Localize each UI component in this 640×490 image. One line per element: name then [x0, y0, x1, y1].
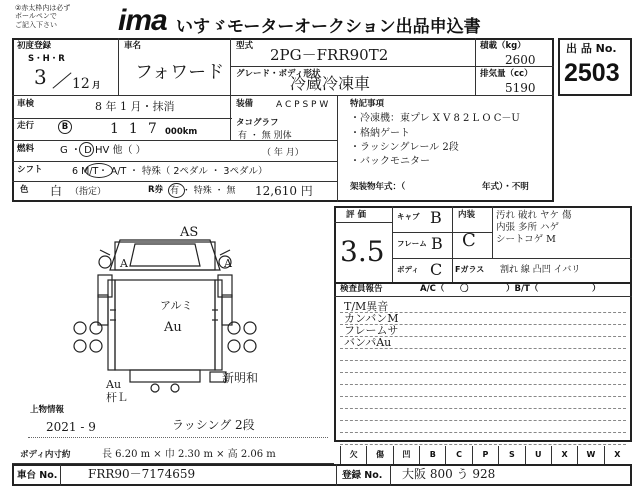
damage-key-cell: U: [525, 446, 551, 464]
inspector-note: バンパAu: [344, 336, 392, 349]
fuel-label: 燃料: [17, 144, 35, 154]
color-label: 色: [20, 185, 29, 195]
fuel-options: G ・ D HV 他（ ）: [60, 145, 146, 156]
body-label: ボディ: [397, 265, 419, 274]
glass-value: 割れ 線 凸凹 イバリ: [500, 265, 581, 275]
model-label: 型式: [236, 41, 254, 51]
inspector-note-line: [340, 408, 626, 409]
bt-label: ）B/T（: [506, 284, 539, 294]
color-options: （指定）: [70, 187, 107, 197]
damage-key-cell: W: [577, 446, 603, 464]
inspector-note: T/M異音: [344, 300, 389, 313]
frame-label: フレーム: [397, 239, 427, 248]
damage-key-cell: P: [472, 446, 498, 464]
interior-value: C: [462, 230, 476, 251]
inspector-note-line: [340, 396, 626, 397]
first-reg-month: 12: [72, 76, 90, 92]
grade-label: グレード・ボディ形状: [236, 69, 321, 79]
recycle-options: 有 ・ 特殊 ・ 無: [170, 186, 236, 196]
ima-logo: ima: [118, 4, 167, 37]
body-dims-value: 長 6.20 m × 巾 2.30 m × 高 2.06 m: [102, 449, 276, 460]
inspector-note-line: [340, 360, 626, 361]
entry-number: 2503: [564, 59, 620, 87]
mount-label: 上物情報: [30, 405, 65, 415]
displacement-label: 排気量（cc）: [480, 69, 533, 79]
equip-year-label: 架装物年式：（: [350, 182, 406, 192]
inspector-note: フレームサ: [344, 324, 399, 337]
shift-value: 6 M/T・ A/T ・ 特殊（ 2ペダル ・ 3ペダル）: [72, 166, 268, 177]
inspector-note-line: [340, 432, 626, 433]
first-reg-year: 3: [34, 65, 47, 89]
inspector-label: 検査員報告: [340, 284, 383, 294]
grade-value: 冷蔵冷凍車: [290, 74, 371, 93]
mt-selected-circle: [85, 163, 113, 178]
chassis-value: FRR90－7174659: [88, 467, 196, 481]
diagram-top-tag: AS: [180, 225, 199, 240]
shift-label: シフト: [17, 165, 43, 175]
ballpen-note: ②赤太枠内は必ず ボールペンで ご記入下さい: [15, 4, 71, 29]
diagram-center: Au: [164, 320, 182, 335]
inspector-note-line: [340, 384, 626, 385]
diagram-left-tag: A: [120, 257, 128, 270]
capacity-value: 2600: [505, 53, 536, 67]
feature-item: ・ラッシングレール 2段: [350, 142, 459, 153]
odometer-unit: 000km: [165, 127, 198, 137]
fuel-selected-circle: [79, 142, 94, 157]
evaluation-label: 評 価: [346, 210, 366, 220]
odometer-value: 117: [110, 121, 167, 137]
inspector-note-line: [340, 420, 626, 421]
tacho-date: （ 年 月）: [262, 148, 304, 158]
ac-value: 〇: [460, 284, 469, 294]
body-dims-label: ボディ内寸約: [20, 450, 71, 460]
damage-key-cell: 凹: [393, 446, 419, 464]
inspection-value: 8 年 1 月・抹消: [95, 100, 175, 113]
features-label: 特記事項: [350, 99, 385, 109]
frame-value: B: [431, 234, 443, 253]
car-name-label: 車名: [124, 41, 142, 51]
displacement-value: 5190: [505, 81, 536, 95]
cab-label: キャブ: [397, 212, 420, 221]
odometer-circle: B: [58, 120, 72, 134]
interior-label: 内装: [458, 210, 476, 220]
recycle-selected-circle: [168, 183, 185, 198]
feature-item: ・格納ゲート: [350, 128, 410, 139]
damage-key-cell: C: [445, 446, 471, 464]
inspector-note-line: [340, 372, 626, 373]
mount-year: 2021 - 9: [46, 420, 96, 434]
inspector-note-line: [340, 444, 626, 445]
interior-notes: 汚れ 破れ ヤケ 傷 内張 多所 ハゲ シートコゲ M: [496, 210, 572, 245]
glass-label: Fガラス: [455, 265, 485, 274]
chassis-label: 車台 No.: [17, 470, 58, 481]
ac-label: A/C（: [420, 284, 445, 294]
car-name: フォワード: [135, 62, 225, 83]
equip-value: A C P S P W: [276, 100, 329, 110]
inspector-note: カンバンM: [344, 312, 399, 325]
form-title: いすゞモーターオークション出品申込書: [176, 17, 481, 37]
diagram-center-top: アルミ: [160, 299, 193, 312]
color-value: 白: [50, 184, 63, 198]
recycle-amount: 12,610 円: [255, 184, 313, 198]
body-value: C: [430, 260, 443, 279]
feature-item: ・バックモニター: [350, 156, 430, 167]
odometer-label: 走行: [17, 121, 35, 131]
first-reg-label: 初度登録: [17, 41, 52, 51]
damage-key-cell: S: [498, 446, 524, 464]
entry-number-label: 出 品 No.: [566, 42, 617, 55]
inspection-label: 車検: [17, 99, 35, 109]
mount-value: ラッシング 2段: [172, 418, 255, 432]
tacho-options: 有 ・ 無 別体: [238, 131, 292, 141]
damage-key-cell: X: [551, 446, 577, 464]
evaluation-score: 3.5: [340, 235, 385, 268]
equip-label: 装備: [236, 99, 254, 109]
era-options: S・H・R: [28, 54, 65, 64]
recycle-label: R券: [148, 185, 164, 195]
diagram-right-tag: A: [224, 257, 232, 270]
reg-value: 大阪 800 う 928: [402, 467, 496, 481]
diagram-foot-left: Au 杆Ｌ: [106, 378, 128, 405]
damage-key-row: [340, 446, 630, 464]
damage-key-cell: B: [419, 446, 445, 464]
damage-key-cell: X: [604, 446, 630, 464]
damage-key-cell: 欠: [340, 446, 366, 464]
bt-close: ）: [592, 284, 601, 294]
reg-label: 登録 No.: [342, 470, 383, 481]
equip-year-tail: 年式）・不明: [482, 182, 529, 192]
tacho-label: タコグラフ: [236, 118, 279, 128]
model-value: 2PG－FRR90T2: [270, 46, 389, 64]
damage-key-cell: 傷: [366, 446, 392, 464]
feature-item: ・冷凍機：東プレ X V 8 2 L O C－U: [350, 113, 520, 124]
diagram-foot-right: 新明和: [222, 371, 259, 385]
month-unit: 月: [92, 81, 101, 91]
cab-value: B: [430, 208, 442, 227]
capacity-label: 積載（kg）: [480, 41, 526, 51]
